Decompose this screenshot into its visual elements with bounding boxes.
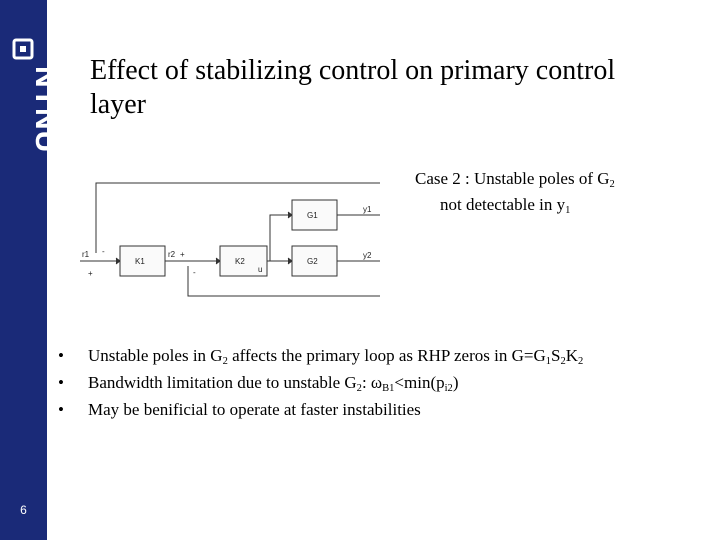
block-k2-label: K2	[235, 257, 245, 266]
slide-number: 6	[20, 503, 27, 517]
branch-to-g1-line	[270, 215, 292, 261]
bullet-text: Bandwidth limitation due to unstable G	[88, 373, 357, 392]
bullet-subscript: 2	[578, 355, 584, 367]
signal-u-label: u	[258, 265, 263, 274]
block-g1-label: G1	[307, 211, 318, 220]
bullet-list	[58, 342, 708, 423]
bullet-subscript: i2	[444, 382, 453, 394]
ntnu-logo	[5, 36, 62, 186]
sum2-plus-sign: +	[180, 250, 185, 259]
bullet-dot: •	[58, 373, 64, 392]
signal-y1-label: y1	[363, 205, 372, 214]
bullet-text: Unstable poles in G	[88, 346, 223, 365]
bullet-text: affects the primary loop as RHP zeros in G=G	[227, 346, 546, 365]
bullet-item	[58, 369, 708, 396]
case-note	[398, 166, 678, 218]
bullet-text: <min(p	[394, 373, 445, 392]
sum1-minus-sign: -	[102, 247, 105, 256]
bullet-text: : ω	[361, 373, 383, 392]
bullet-text: May be benificial to operate at faster instabilities	[88, 400, 421, 419]
bullet-subscript: 2	[222, 355, 228, 367]
bullet-item	[58, 396, 708, 423]
bullet-text: S	[551, 346, 561, 365]
logo-wordmark: NTNU	[29, 66, 62, 154]
case-note-line1: Case 2 : Unstable poles of $G_2$	[415, 169, 615, 190]
signal-r1-label: r1	[82, 250, 90, 259]
bullet-text: )	[452, 373, 459, 392]
bullet-subscript: 2	[356, 382, 362, 394]
inner-feedback-line	[188, 266, 380, 296]
bullet-text: K	[565, 346, 579, 365]
sidebar-band	[0, 0, 62, 540]
slide-title: Effect of stabilizing control on primary control layer	[90, 55, 616, 120]
block-g2-label: G2	[307, 257, 318, 266]
bullet-subscript: 2	[560, 355, 566, 367]
bullet-item	[58, 342, 708, 369]
bullet-dot: •	[58, 346, 64, 365]
signal-r2-label: r2	[168, 250, 176, 259]
bullet-subscript: 1	[545, 355, 551, 367]
sum1-plus-sign: +	[88, 269, 93, 278]
bullet-dot: •	[58, 400, 64, 419]
signal-y2-label: y2	[363, 251, 372, 260]
sum2-minus-sign: -	[193, 268, 196, 277]
block-k1-label: K1	[135, 257, 145, 266]
block-diagram	[80, 178, 390, 303]
bullet-subscript: B1	[382, 382, 395, 394]
case-note-line2: not detectable in $y_1$	[440, 195, 571, 216]
